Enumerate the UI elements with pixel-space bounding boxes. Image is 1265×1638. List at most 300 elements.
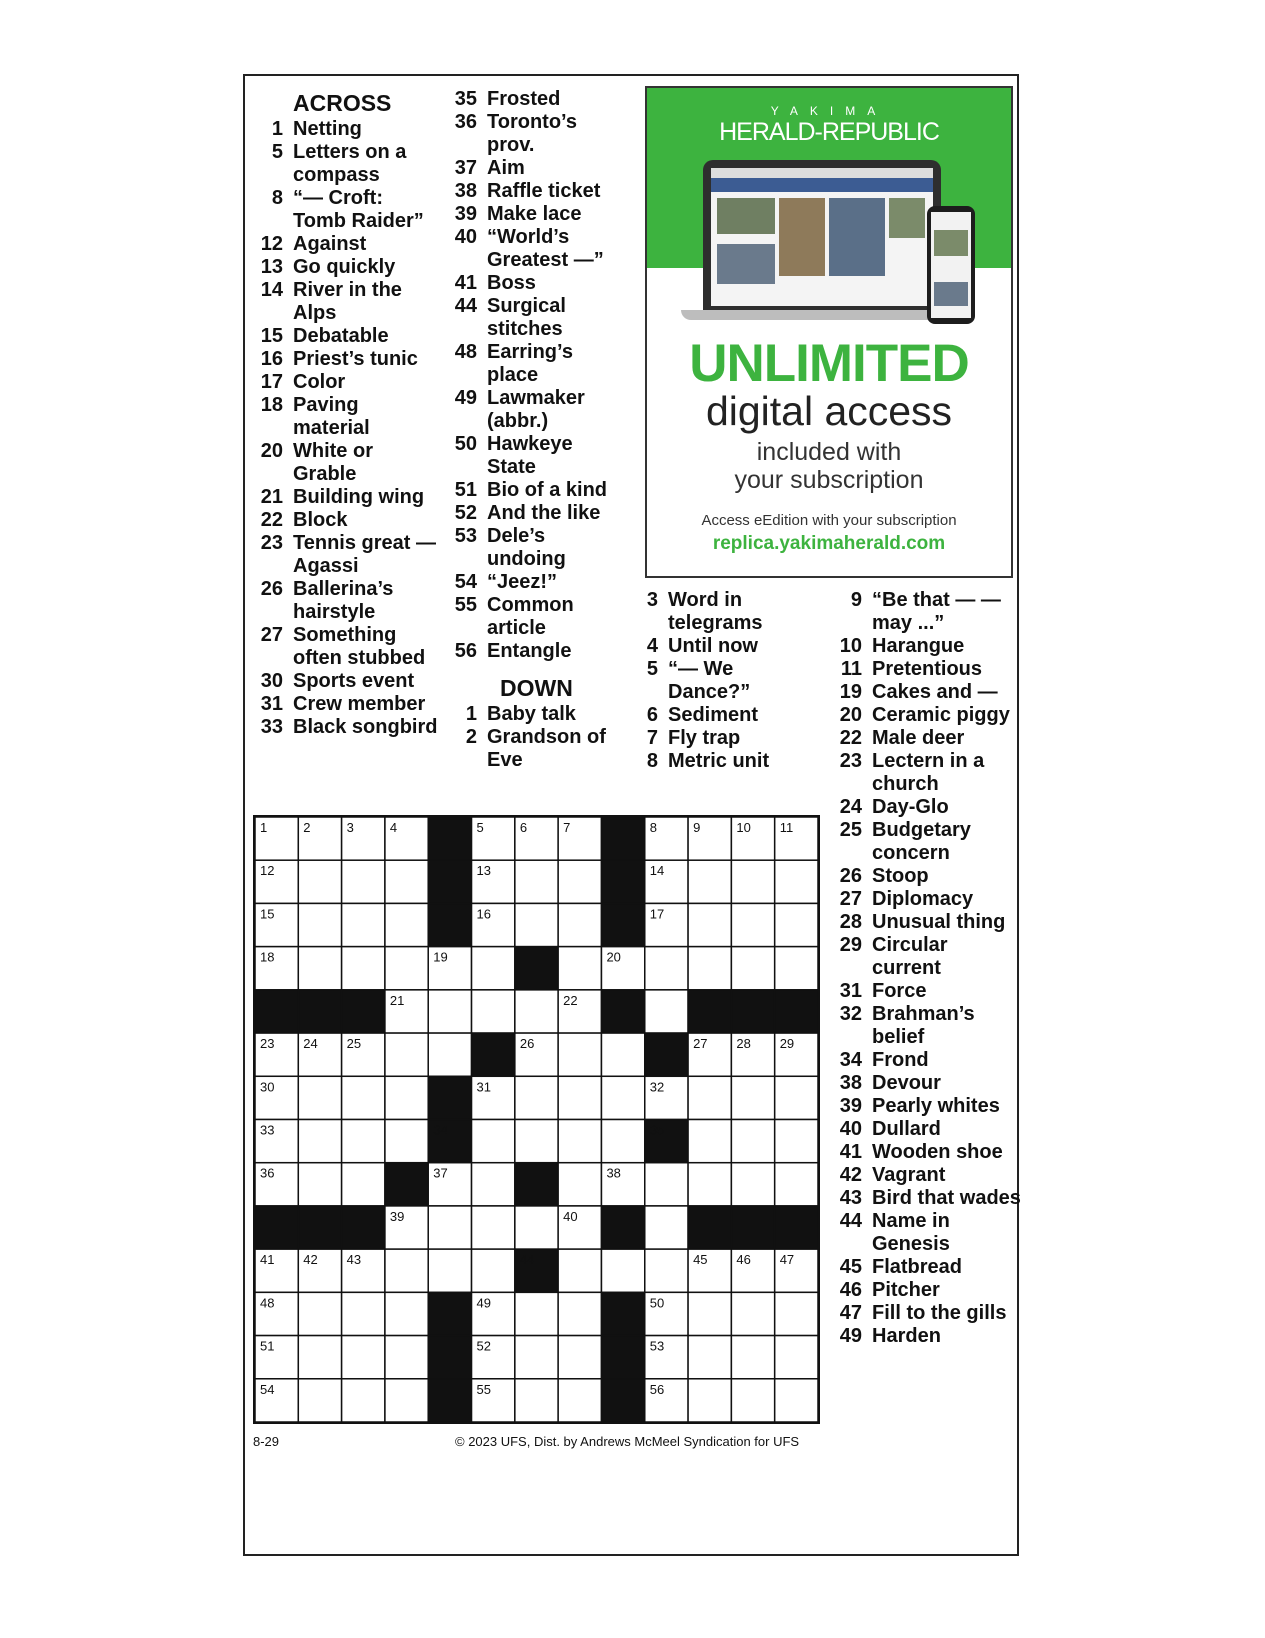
- clue-number: 56: [454, 640, 477, 662]
- clue-number: 7: [646, 727, 658, 749]
- grid-cell[interactable]: [775, 903, 818, 946]
- grid-block: [775, 990, 818, 1033]
- across-clue[interactable]: [452, 640, 622, 663]
- clue-number: 40: [839, 1118, 862, 1140]
- clue-number: 6: [646, 704, 658, 726]
- cell-number: 11: [779, 820, 794, 835]
- grid-cell[interactable]: [298, 903, 341, 946]
- across-clue[interactable]: [258, 279, 438, 325]
- grid-cell[interactable]: [688, 1076, 731, 1119]
- clue-text: Pearly whites: [872, 1095, 1000, 1117]
- clue-text: Stoop: [872, 865, 929, 887]
- grid-block: [645, 1033, 688, 1076]
- down-clue[interactable]: [832, 658, 1022, 681]
- grid-cell[interactable]: [298, 947, 341, 990]
- grid-cell[interactable]: [645, 1249, 688, 1292]
- grid-cell[interactable]: [688, 1163, 731, 1206]
- grid-cell[interactable]: [731, 1336, 774, 1379]
- grid-block: [601, 1292, 644, 1335]
- across-clue[interactable]: [452, 226, 622, 272]
- grid-cell[interactable]: [515, 860, 558, 903]
- grid-cell[interactable]: [342, 947, 385, 990]
- grid-cell[interactable]: [385, 1379, 428, 1422]
- grid-cell[interactable]: [342, 860, 385, 903]
- clue-text: Ceramic piggy: [872, 704, 1010, 726]
- grid-cell[interactable]: [298, 1120, 341, 1163]
- down-clue[interactable]: [452, 703, 622, 726]
- grid-block: [298, 990, 341, 1033]
- across-clue[interactable]: [452, 203, 622, 226]
- down-clue[interactable]: [832, 1049, 1022, 1072]
- across-clue[interactable]: [258, 256, 438, 279]
- grid-cell[interactable]: [298, 1076, 341, 1119]
- grid-cell[interactable]: [731, 947, 774, 990]
- grid-cell[interactable]: [688, 903, 731, 946]
- cell-number: 24: [303, 1036, 318, 1052]
- grid-cell[interactable]: [731, 903, 774, 946]
- clue-number: 48: [454, 341, 477, 363]
- down-clue[interactable]: [832, 934, 1022, 980]
- news-thumbnail: [829, 198, 885, 276]
- grid-cell[interactable]: [558, 860, 601, 903]
- grid-cell[interactable]: [601, 1033, 644, 1076]
- grid-cell[interactable]: [428, 990, 471, 1033]
- cell-number: 48: [260, 1295, 275, 1311]
- grid-cell[interactable]: [298, 1163, 341, 1206]
- grid-cell[interactable]: [775, 1120, 818, 1163]
- grid-cell[interactable]: [558, 1379, 601, 1422]
- crossword-grid-svg: [255, 817, 818, 1422]
- across-clue[interactable]: [452, 295, 622, 341]
- down-clue[interactable]: [832, 750, 1022, 796]
- grid-cell[interactable]: [601, 1076, 644, 1119]
- cell-number: 4: [389, 820, 398, 835]
- across-clue[interactable]: [258, 670, 438, 693]
- grid-cell[interactable]: [775, 947, 818, 990]
- clue-text: Bio of a kind: [487, 479, 607, 501]
- clue-text: Paving material: [293, 394, 370, 439]
- clue-text: Cakes and —: [872, 681, 998, 703]
- clue-text: Circular current: [872, 934, 948, 979]
- grid-cell[interactable]: [775, 1163, 818, 1206]
- clue-text: Lawmaker (abbr.): [487, 387, 585, 432]
- across-clue[interactable]: [452, 479, 622, 502]
- cell-number: 45: [693, 1252, 708, 1268]
- grid-cell[interactable]: [775, 1336, 818, 1379]
- grid-cell[interactable]: [688, 947, 731, 990]
- clue-text: Wooden shoe: [872, 1141, 1003, 1163]
- across-clue[interactable]: [258, 325, 438, 348]
- cell-number: 47: [779, 1252, 795, 1268]
- cell-number: 2: [303, 820, 311, 835]
- clue-text: Boss: [487, 272, 536, 294]
- grid-cell[interactable]: [558, 1336, 601, 1379]
- clue-text: “Be that — — may ...”: [872, 589, 1001, 634]
- clue-number: 32: [839, 1003, 862, 1025]
- clue-text: Black songbird: [293, 716, 438, 738]
- clue-text: Lectern in a church: [872, 750, 985, 795]
- news-thumbnail: [889, 198, 925, 238]
- clue-text: Hawkeye State: [487, 433, 573, 478]
- down-clue[interactable]: [832, 865, 1022, 888]
- down-clue[interactable]: [832, 1210, 1022, 1256]
- grid-cell[interactable]: [298, 1292, 341, 1335]
- across-clue[interactable]: [452, 88, 622, 111]
- down-clue[interactable]: [832, 589, 1022, 635]
- clue-text: Ballerina’s hairstyle: [293, 578, 394, 623]
- grid-cell[interactable]: [558, 1120, 601, 1163]
- down-clue[interactable]: [832, 796, 1022, 819]
- cell-number: 30: [260, 1079, 275, 1095]
- across-clue[interactable]: [258, 440, 438, 486]
- grid-cell[interactable]: [515, 990, 558, 1033]
- cell-number: 40: [563, 1208, 578, 1224]
- clue-text: Raffle ticket: [487, 180, 601, 202]
- clue-number: 44: [839, 1210, 862, 1232]
- clue-number: 21: [260, 486, 283, 508]
- grid-block: [515, 947, 558, 990]
- grid-cell[interactable]: [385, 947, 428, 990]
- clue-number: 55: [454, 594, 477, 616]
- grid-cell[interactable]: [342, 1076, 385, 1119]
- grid-cell[interactable]: [472, 1120, 515, 1163]
- ad-body-line-2: your subscription: [734, 466, 924, 494]
- grid-cell[interactable]: [472, 1163, 515, 1206]
- grid-cell[interactable]: [515, 1336, 558, 1379]
- ad-url-link[interactable]: replica.yakimaherald.com: [712, 533, 946, 554]
- clue-number: 12: [260, 233, 283, 255]
- grid-cell[interactable]: [731, 1163, 774, 1206]
- grid-cell[interactable]: [385, 1120, 428, 1163]
- grid-cell[interactable]: [645, 1206, 688, 1249]
- cell-number: 55: [476, 1381, 492, 1397]
- grid-cell[interactable]: [645, 1163, 688, 1206]
- grid-cell[interactable]: [688, 1120, 731, 1163]
- puzzle-date: 8-29: [253, 1434, 280, 1449]
- cell-number: 16: [476, 906, 492, 922]
- clue-text: Debatable: [293, 325, 389, 347]
- cell-number: 6: [519, 820, 528, 835]
- cell-number: 23: [260, 1036, 275, 1052]
- grid-cell[interactable]: [298, 860, 341, 903]
- across-clue[interactable]: [258, 486, 438, 509]
- clue-number: 38: [839, 1072, 862, 1094]
- clue-number: 36: [454, 111, 477, 133]
- grid-cell[interactable]: [385, 903, 428, 946]
- crossword-grid[interactable]: [253, 815, 820, 1424]
- across-clue[interactable]: [258, 693, 438, 716]
- grid-cell[interactable]: [472, 990, 515, 1033]
- clue-text: Something often stubbed: [293, 624, 426, 669]
- cell-number: 37: [433, 1165, 448, 1181]
- clue-number: 23: [260, 532, 283, 554]
- clue-number: 51: [454, 479, 477, 501]
- grid-block: [428, 860, 471, 903]
- cell-number: 9: [693, 820, 701, 835]
- across-clue[interactable]: [452, 387, 622, 433]
- grid-block: [342, 1206, 385, 1249]
- clue-text: Sports event: [293, 670, 415, 692]
- grid-cell[interactable]: [558, 1292, 601, 1335]
- grid-cell[interactable]: [731, 860, 774, 903]
- across-clue[interactable]: [258, 141, 438, 187]
- grid-block: [428, 1076, 471, 1119]
- grid-block: [688, 990, 731, 1033]
- down-clue[interactable]: [832, 635, 1022, 658]
- down-clue[interactable]: [640, 635, 800, 658]
- clue-number: 8: [646, 750, 658, 772]
- grid-cell[interactable]: [515, 1379, 558, 1422]
- across-clue[interactable]: [452, 341, 622, 387]
- cell-number: 38: [606, 1165, 621, 1181]
- down-clue[interactable]: [832, 727, 1022, 750]
- clue-text: Flatbread: [872, 1256, 963, 1278]
- clue-number: 34: [839, 1049, 862, 1071]
- across-clue[interactable]: [258, 348, 438, 371]
- across-clue[interactable]: [258, 118, 438, 141]
- cell-number: 36: [260, 1165, 275, 1181]
- clue-number: 27: [839, 888, 862, 910]
- down-clue[interactable]: [832, 1164, 1022, 1187]
- cell-number: 19: [433, 949, 448, 965]
- grid-cell[interactable]: [601, 1249, 644, 1292]
- cell-number: 26: [519, 1036, 535, 1052]
- clue-number: 25: [839, 819, 862, 841]
- across-clue[interactable]: [452, 525, 622, 571]
- grid-cell[interactable]: [688, 860, 731, 903]
- grid-cell[interactable]: [428, 1033, 471, 1076]
- grid-cell[interactable]: [731, 1379, 774, 1422]
- cell-number: 13: [476, 863, 492, 879]
- cell-number: 28: [736, 1036, 751, 1052]
- ad-body: [647, 438, 1011, 494]
- clue-text: Word in telegrams: [668, 589, 763, 634]
- down-clue[interactable]: [640, 589, 800, 635]
- grid-cell[interactable]: [515, 1206, 558, 1249]
- clue-text: “— Croft: Tomb Raider”: [293, 187, 424, 232]
- down-clue[interactable]: [452, 726, 622, 772]
- grid-cell[interactable]: [515, 1076, 558, 1119]
- clue-number: 43: [839, 1187, 862, 1209]
- clue-text: Male deer: [872, 727, 965, 749]
- cell-number: 32: [649, 1079, 665, 1095]
- cell-number: 25: [346, 1036, 362, 1052]
- grid-cell[interactable]: [428, 1249, 471, 1292]
- across-clue[interactable]: [258, 532, 438, 578]
- down-clue[interactable]: [832, 980, 1022, 1003]
- cell-number: 10: [736, 820, 751, 835]
- across-clue[interactable]: [452, 111, 622, 157]
- clue-number: 5: [646, 658, 658, 680]
- clue-number: 8: [271, 187, 283, 209]
- laptop-illustration: [703, 160, 941, 312]
- down-clue[interactable]: [832, 819, 1022, 865]
- clue-number: 49: [839, 1325, 862, 1347]
- down-clue[interactable]: [832, 681, 1022, 704]
- down-clue[interactable]: [832, 1302, 1022, 1325]
- grid-cell[interactable]: [558, 1163, 601, 1206]
- cell-number: 53: [649, 1338, 665, 1354]
- cell-number: 3: [346, 820, 354, 835]
- clue-text: Frosted: [487, 88, 561, 110]
- grid-cell[interactable]: [428, 1206, 471, 1249]
- down-clue[interactable]: [832, 1118, 1022, 1141]
- clue-number: 4: [646, 635, 658, 657]
- down-clue[interactable]: [832, 1279, 1022, 1302]
- down-clue[interactable]: [832, 1072, 1022, 1095]
- across-clue[interactable]: [258, 394, 438, 440]
- grid-cell[interactable]: [688, 1292, 731, 1335]
- clue-number: 47: [839, 1302, 862, 1324]
- grid-cell[interactable]: [688, 1379, 731, 1422]
- grid-cell[interactable]: [298, 1379, 341, 1422]
- grid-cell[interactable]: [385, 1076, 428, 1119]
- cell-number: 43: [346, 1252, 362, 1268]
- down-clue[interactable]: [832, 704, 1022, 727]
- grid-block: [601, 1336, 644, 1379]
- clue-number: 29: [839, 934, 862, 956]
- grid-cell[interactable]: [731, 1292, 774, 1335]
- across-clues-column-2: [452, 88, 622, 772]
- down-clue[interactable]: [832, 1256, 1022, 1279]
- cell-number: 20: [606, 949, 621, 965]
- across-clue[interactable]: [258, 187, 438, 233]
- clue-text: Go quickly: [293, 256, 396, 278]
- grid-cell[interactable]: [472, 1206, 515, 1249]
- cell-number: 42: [303, 1252, 318, 1268]
- across-clue[interactable]: [258, 233, 438, 256]
- across-clue[interactable]: [452, 502, 622, 525]
- clue-text: Entangle: [487, 640, 572, 662]
- cell-number: 22: [563, 992, 578, 1008]
- cell-number: 17: [649, 906, 665, 922]
- across-clue[interactable]: [452, 180, 622, 203]
- grid-cell[interactable]: [775, 1379, 818, 1422]
- clue-number: 40: [454, 226, 477, 248]
- clue-text: Name in Genesis: [872, 1210, 950, 1255]
- clue-number: 37: [454, 157, 477, 179]
- laptop-screen: [711, 168, 933, 306]
- grid-cell[interactable]: [385, 860, 428, 903]
- grid-block: [298, 1206, 341, 1249]
- grid-cell[interactable]: [645, 947, 688, 990]
- grid-cell[interactable]: [298, 1336, 341, 1379]
- grid-cell[interactable]: [558, 1033, 601, 1076]
- down-clue[interactable]: [832, 1141, 1022, 1164]
- ad-city-name: YAKIMA: [770, 104, 888, 118]
- clue-text: Frond: [872, 1049, 929, 1071]
- down-clue[interactable]: [832, 888, 1022, 911]
- grid-block: [428, 1292, 471, 1335]
- down-clue[interactable]: [640, 750, 800, 773]
- grid-cell[interactable]: [558, 1076, 601, 1119]
- grid-cell[interactable]: [601, 1120, 644, 1163]
- grid-cell[interactable]: [775, 1292, 818, 1335]
- across-clue[interactable]: [258, 509, 438, 532]
- grid-cell[interactable]: [515, 1292, 558, 1335]
- grid-cell[interactable]: [731, 1120, 774, 1163]
- grid-cell[interactable]: [342, 903, 385, 946]
- down-clue[interactable]: [832, 1187, 1022, 1210]
- subscription-ad[interactable]: [645, 86, 1013, 578]
- grid-cell[interactable]: [385, 1336, 428, 1379]
- clue-text: Baby talk: [487, 703, 576, 725]
- clue-number: 33: [260, 716, 283, 738]
- clue-number: 46: [839, 1279, 862, 1301]
- clue-text: Pretentious: [872, 658, 983, 680]
- grid-cell[interactable]: [342, 1336, 385, 1379]
- grid-cell[interactable]: [342, 1120, 385, 1163]
- clue-number: 15: [260, 325, 283, 347]
- clue-text: Letters on a compass: [293, 141, 407, 186]
- grid-cell[interactable]: [645, 990, 688, 1033]
- down-clue[interactable]: [640, 704, 800, 727]
- grid-cell[interactable]: [731, 1076, 774, 1119]
- down-clue[interactable]: [832, 1095, 1022, 1118]
- across-clue[interactable]: [452, 272, 622, 295]
- across-clue[interactable]: [452, 571, 622, 594]
- across-clue[interactable]: [452, 433, 622, 479]
- grid-cell[interactable]: [342, 1163, 385, 1206]
- clue-number: 42: [839, 1164, 862, 1186]
- clue-number: 1: [465, 703, 477, 725]
- clue-number: 5: [271, 141, 283, 163]
- grid-cell[interactable]: [775, 860, 818, 903]
- across-clue[interactable]: [452, 594, 622, 640]
- clue-text: Aim: [487, 157, 525, 179]
- down-clue[interactable]: [640, 727, 800, 750]
- grid-cell[interactable]: [558, 903, 601, 946]
- news-thumbnail: [779, 198, 825, 276]
- grid-cell[interactable]: [342, 1292, 385, 1335]
- grid-cell[interactable]: [515, 903, 558, 946]
- ad-brand-logo: HERALD-REPUBLIC: [719, 118, 939, 146]
- grid-cell[interactable]: [775, 1076, 818, 1119]
- grid-block: [255, 990, 298, 1033]
- across-clue[interactable]: [258, 578, 438, 624]
- across-clue[interactable]: [258, 716, 438, 739]
- grid-cell[interactable]: [558, 947, 601, 990]
- clue-text: “Jeez!”: [487, 571, 558, 593]
- clue-number: 26: [260, 578, 283, 600]
- grid-cell[interactable]: [472, 947, 515, 990]
- cell-number: 49: [476, 1295, 492, 1311]
- grid-block: [428, 817, 471, 860]
- grid-cell[interactable]: [342, 1379, 385, 1422]
- down-clue[interactable]: [832, 911, 1022, 934]
- across-clue[interactable]: [258, 624, 438, 670]
- clue-text: Unusual thing: [872, 911, 1006, 933]
- clue-number: 3: [646, 589, 658, 611]
- clue-number: 10: [839, 635, 862, 657]
- down-clue[interactable]: [832, 1325, 1022, 1348]
- clue-text: “World’s Greatest —”: [487, 226, 604, 271]
- grid-cell[interactable]: [688, 1336, 731, 1379]
- grid-cell[interactable]: [515, 1120, 558, 1163]
- across-clue[interactable]: [258, 371, 438, 394]
- across-clue[interactable]: [452, 157, 622, 180]
- down-clue[interactable]: [832, 1003, 1022, 1049]
- grid-cell[interactable]: [558, 1249, 601, 1292]
- clue-number: 22: [260, 509, 283, 531]
- across-clues-column-1: [258, 88, 438, 739]
- grid-cell[interactable]: [385, 1292, 428, 1335]
- grid-cell[interactable]: [385, 1033, 428, 1076]
- down-clue[interactable]: [640, 658, 800, 704]
- grid-cell[interactable]: [472, 1249, 515, 1292]
- grid-block: [688, 1206, 731, 1249]
- grid-cell[interactable]: [385, 1249, 428, 1292]
